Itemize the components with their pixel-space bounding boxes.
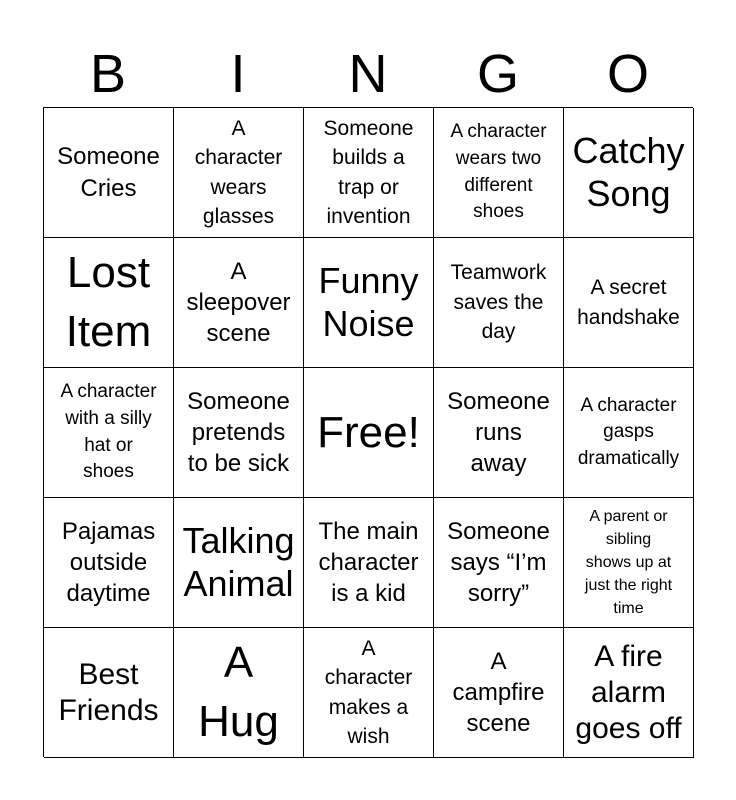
bingo-cell[interactable] — [564, 238, 694, 368]
cell-text: Lost Item — [65, 248, 152, 356]
bingo-header — [43, 40, 693, 108]
header-letter-i: I — [230, 44, 246, 104]
bingo-cell[interactable] — [174, 108, 304, 238]
bingo-cell[interactable] — [564, 628, 694, 758]
cell-text: A character wears glasses — [194, 116, 283, 228]
cell-text: Someone Cries — [57, 143, 160, 202]
bingo-cell[interactable] — [304, 108, 434, 238]
cell-text: Pajamas outside daytime — [61, 517, 156, 608]
bingo-cell[interactable] — [44, 628, 174, 758]
bingo-cell[interactable] — [304, 498, 434, 628]
cell-text: Catchy Song — [572, 130, 685, 214]
bingo-cell[interactable] — [44, 498, 174, 628]
bingo-cell[interactable] — [564, 498, 694, 628]
bingo-cell[interactable] — [174, 368, 304, 498]
bingo-cell[interactable] — [174, 498, 304, 628]
cell-text: A fire alarm goes off — [575, 639, 682, 745]
free-space-text: Free! — [317, 407, 420, 457]
bingo-cell free-space[interactable] — [304, 368, 434, 498]
bingo-cell[interactable] — [564, 108, 694, 238]
bingo-cell[interactable] — [44, 238, 174, 368]
cell-text: Teamwork saves the day — [450, 261, 547, 344]
cell-text: A Hug — [198, 638, 279, 746]
cell-text: Someone says “I’m sorry” — [447, 517, 550, 608]
header-letter-o: O — [606, 44, 649, 104]
header-letter-g: G — [476, 44, 519, 104]
cell-text: A character wears two different shoes — [450, 121, 547, 223]
cell-text: A character with a silly hat or shoes — [60, 381, 157, 483]
cell-text: Someone pretends to be sick — [187, 387, 290, 478]
cell-text: Someone runs away — [447, 387, 550, 478]
bingo-cell[interactable] — [44, 108, 174, 238]
bingo-cell[interactable] — [304, 238, 434, 368]
cell-text: A sleepover scene — [186, 257, 291, 348]
bingo-cell[interactable] — [434, 108, 564, 238]
cell-text: The main character is a kid — [318, 517, 419, 608]
cell-text: A secret handshake — [577, 276, 680, 329]
bingo-board — [43, 107, 693, 757]
cell-text: Talking Animal — [182, 520, 295, 604]
bingo-cell[interactable] — [174, 628, 304, 758]
cell-text: A campfire scene — [452, 647, 545, 738]
bingo-cell[interactable] — [434, 238, 564, 368]
bingo-cell[interactable] — [44, 368, 174, 498]
cell-text: Funny Noise — [318, 260, 419, 344]
bingo-cell[interactable] — [434, 628, 564, 758]
bingo-cell[interactable] — [564, 368, 694, 498]
bingo-cell[interactable] — [304, 628, 434, 758]
bingo-cell[interactable] — [434, 498, 564, 628]
cell-text: Someone builds a trap or invention — [323, 116, 414, 228]
cell-text: A character gasps dramatically — [577, 394, 680, 469]
header-letter-b: B — [89, 44, 127, 104]
header-letter-n: N — [348, 44, 388, 104]
cell-text: A parent or sibling shows up at just the right time — [584, 507, 673, 618]
cell-text: Best Friends — [58, 657, 159, 727]
cell-text: A character makes a wish — [324, 636, 413, 748]
bingo-cell[interactable] — [174, 238, 304, 368]
bingo-cell[interactable] — [434, 368, 564, 498]
